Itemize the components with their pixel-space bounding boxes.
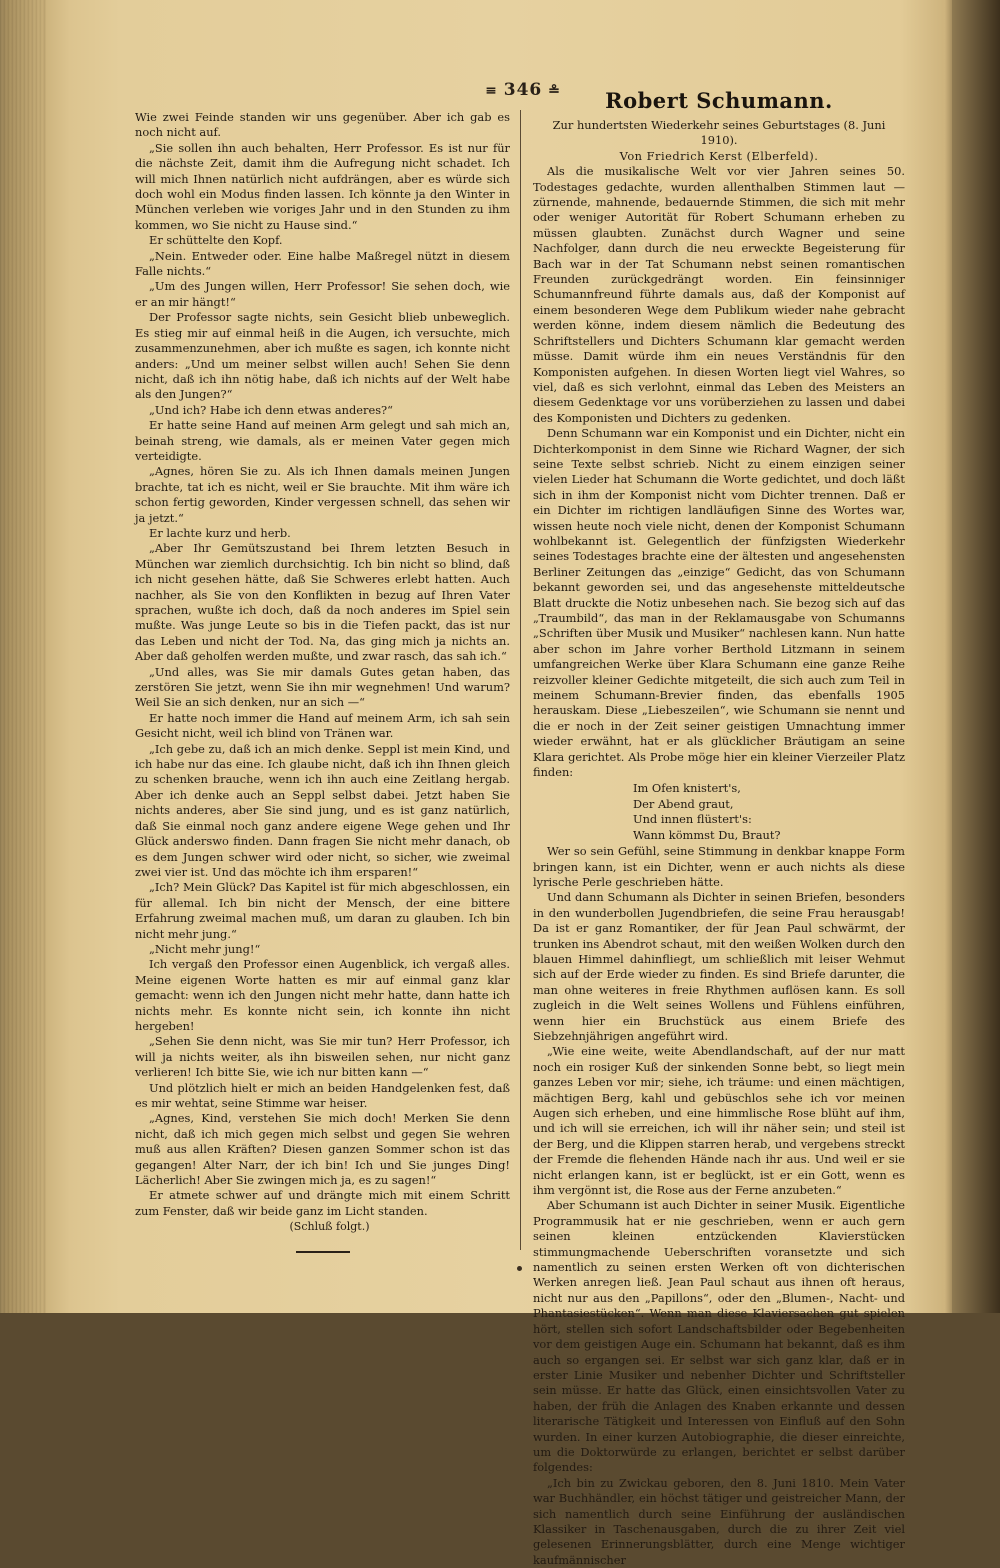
paragraph: „Um des Jungen willen, Herr Professor! Sie sehen doch, wie er an mir hängt!“ bbox=[135, 279, 510, 309]
column-divider bbox=[520, 110, 521, 1250]
continued-note: (Schluß folgt.) bbox=[289, 1220, 370, 1234]
poem-line: Im Ofen knistert's, bbox=[633, 781, 741, 796]
paragraph: „Ich gebe zu, daß ich an mich denke. Seppl ist mein Kind, und ich habe nur das eine. Ich glaube nicht, daß ich ihn Ihnen gleich zu schenken brauche, wenn ich ihn auch eine Zeitlang hergab. Aber ich denke auch an Seppl selbst dabei. Jetzt haben Sie nichts anderes, aber Sie sind jung, und es ist ganz natürlich, daß Sie einmal noch ganz andere eigene Wege gehen und Ihr Glück anderswo finden. Dann fragen Sie nicht mehr danach, ob es dem Jungen schwer wird oder nicht, so sicher, wie zweimal zwei vier ist. Und das möchte ich ihm ersparen!“ bbox=[135, 741, 510, 879]
paragraph: Aber Schumann ist auch Dichter in seiner Musik. Eigentliche Programmusik hat er nie geschrieben, wenn er auch gern seinen kleinen entzückenden Klavierstücken stimmungmachende Ueberschriften voransetzte und sich namentlich zu seinen ersten Werken oft von dichterischen Werken anregen ließ. Jean Paul schaut aus ihnen oft heraus, nicht nur aus den „Papillons“, oder den „Blumen-, Nacht- und Phantasiestücken“. Wenn man diese Klaviersachen gut spielen hört, stellen sich sofort Landschaftsbilder oder Begebenheiten vor dem geistigen Auge ein. Schumann hat bekannt, daß es ihm auch so ergangen sei. Er selbst war sich ganz klar, daß er in erster Linie Musiker und nebenher Dichter und Schriftsteller sein müsse. Er hatte das Glück, einen einsichtsvollen Vater zu haben, der früh die Anlagen des Knaben erkannte und dessen literarische Tätigkeit und Interessen von Einfluß auf den Sohn wurden. In einer kurzen Autobiographie, die dieser einreichte, um die Doktorwürde zu erlangen, berichtet er selbst darüber folgendes: bbox=[533, 1198, 905, 1475]
article-title: Robert Schumann. bbox=[605, 88, 833, 113]
paragraph: Er hatte seine Hand auf meinen Arm gelegt und sah mich an, beinah streng, wie damals, als er meinen Vater gegen mich verteidigte. bbox=[135, 418, 510, 463]
page-dot bbox=[517, 1266, 522, 1271]
book-page-edges bbox=[0, 0, 46, 1313]
paragraph: „Agnes, hören Sie zu. Als ich Ihnen damals meinen Jungen brachte, tat ich es nicht, weil er Sie brauchte. Mit ihm wäre ich schon fertig geworden, Kinder vergessen schnell, das sehen wir ja jetzt.“ bbox=[135, 464, 510, 525]
paragraph: Er lachte kurz und herb. bbox=[149, 525, 291, 540]
ornament-right-icon: ≗ bbox=[542, 83, 561, 99]
paragraph: „Und alles, was Sie mir damals Gutes getan haben, das zerstören Sie jetzt, wenn Sie ihn mir wegnehmen! Und warum? Weil Sie an sich denken, nur an sich —“ bbox=[135, 664, 510, 710]
paragraph: „Sie sollen ihn auch behalten, Herr Professor. Es ist nur für die nächste Zeit, damit ihm die Aufregung nicht schadet. Ich will mich Ihnen natürlich nicht aufdrängen, aber es würde sich doch wohl ein Modus finden lassen. Ich könnte ja den Winter in München verleben wie voriges Jahr und in den Stunden zu ihm kommen, wo Sie nicht zu Hause sind.“ bbox=[135, 140, 510, 232]
paragraph: „Und ich? Habe ich denn etwas anderes?“ bbox=[149, 402, 393, 417]
paragraph: „Nicht mehr jung!“ bbox=[149, 941, 261, 956]
paragraph: Wie zwei Feinde standen wir uns gegenüber. Aber ich gab es noch nicht auf. bbox=[135, 110, 510, 140]
article-byline: Von Friedrich Kerst (Elberfeld). bbox=[619, 148, 819, 163]
paragraph: Und plötzlich hielt er mich an beiden Handgelenken fest, daß es mir wehtat, seine Stimme war heiser. bbox=[135, 1080, 510, 1110]
end-rule bbox=[296, 1251, 350, 1253]
ornament-left-icon: ≡ bbox=[485, 83, 504, 99]
poem-line: Der Abend graut, bbox=[633, 796, 734, 811]
paragraph: „Ich? Mein Glück? Das Kapitel ist für mich abgeschlossen, ein für allemal. Ich bin nicht der Mensch, der eine bittere Erfahrung zweimal machen muß, um daran zu glauben. Ich bin nicht mehr jung.“ bbox=[135, 880, 510, 941]
paragraph: Er hatte noch immer die Hand auf meinem Arm, ich sah sein Gesicht nicht, weil ich blind von Tränen war. bbox=[135, 710, 510, 741]
paragraph: Ich vergaß den Professor einen Augenblick, ich vergaß alles. Meine eigenen Worte hatten es mir auf einmal ganz klar gemacht: wenn ich den Jungen nicht mehr hatte, dann hatte ich nichts mehr. Es konnte nicht sein, ich konnte ihn nicht hergeben! bbox=[135, 957, 510, 1033]
page-number-text: 346 bbox=[503, 80, 543, 100]
paragraph: „Nein. Entweder oder. Eine halbe Maßregel nützt in diesem Falle nichts.“ bbox=[135, 248, 510, 279]
article-subtitle: Zur hundertsten Wiederkehr seines Geburtstages (8. Juni 1910). bbox=[552, 118, 886, 148]
paragraph: Und dann Schumann als Dichter in seinen Briefen, besonders in den wunderbollen Jugendbriefen, die seine Frau herausgab! Da ist er ganz Romantiker, der für Jean Paul schwärmt, der trunken ins Abendrot schaut, mit den weißen Wolken durch den blauen Himmel dahinfliegt, um schließlich mit leiser Wehmut sich auf der Erde wieder zu finden. Es sind Briefe darunter, die man ohne weiteres in freie Rhythmen auflösen kann. Es soll zugleich in die Welt seines Wollens und Fühlens einführen, wenn hier ein Bruchstück aus einem Briefe des Siebzehnjährigen angeführt wird. bbox=[533, 890, 905, 1043]
poem-line: Und innen flüstert's: bbox=[633, 812, 752, 827]
paragraph: „Agnes, Kind, verstehen Sie mich doch! Merken Sie denn nicht, daß ich mich gegen mich selbst und gegen Sie wehren muß aus allen Kräften? Diesen ganzen Sommer schon ist das gegangen! Alter Narr, der ich bin! Ich und Sie junges Ding! Lächerlich! Aber Sie zwingen mich ja, es zu sagen!“ bbox=[135, 1111, 510, 1188]
paragraph: Er schüttelte den Kopf. bbox=[149, 233, 283, 248]
poem bbox=[633, 781, 905, 843]
paragraph: Der Professor sagte nichts, sein Gesicht blieb unbeweglich. Es stieg mir auf einmal heiß in die Augen, ich versuchte, mich zusammenzunehmen, aber ich mußte es sagen, ich konnte nicht anders: „Und um meiner selbst willen auch! Sehen Sie denn nicht, daß ich ihn nötig habe, daß ich nichts auf der Welt habe als den Jungen?“ bbox=[135, 310, 510, 402]
paragraph: Als die musikalische Welt vor vier Jahren seines 50. Todestages gedachte, wurden allenthalben Stimmen laut — zürnende, mahnende, bedauernde Stimmen, die sich mit mehr oder weniger Autorität für Robert Schumann erheben zu müssen glaubten. Zunächst durch Wagner und seine Nachfolger, dann durch die neu erweckte Begeisterung für Bach war in der Tat Schumann nebst seinen romantischen Freunden zurückgedrängt worden. Ein feinsinniger Schumannfreund führte damals aus, daß der Komponist auf einem besonderen Wege dem Publikum wieder nahe gebracht werden könne, indem diesem nämlich die Bedeutung des Schriftstellers und Dichters Schumann klar gemacht werden müsse. Damit würde ihm ein neues Verständnis für den Komponisten aufgehen. In diesen Worten liegt viel Wahres, so viel, daß es sich verlohnt, einmal das Leben des Meisters an diesem Gedenktage vor uns vorüberziehen zu lassen und dabei des Komponisten und Dichters zu gedenken. bbox=[533, 164, 905, 425]
paragraph: „Wie eine weite, weite Abendlandschaft, auf der nur matt noch ein rosiger Kuß der sinkenden Sonne bebt, so liegt mein ganzes Leben vor mir; siehe, ich träume: und einen mächtigen, mächtigen Berg, kahl und gebüschlos sehe ich vor meinen Augen sich erheben, und eine himmlische Rose blüht auf ihm, und ich will sie erreichen, ich will ihr näher sein; und steil ist der Berg, und die Klippen starren herab, und vergebens streckt der Fremde die flehenden Hände nach ihr aus. Und weil er sie nicht erlangen kann, ist er beglückt, ist er ein Gott, wenn es ihm vergönnt ist, die Rose aus der Ferne anzubeten.“ bbox=[533, 1044, 905, 1198]
paragraph: Er atmete schwer auf und drängte mich mit einem Schritt zum Fenster, daß wir beide ganz im Licht standen. bbox=[135, 1188, 510, 1218]
right-column bbox=[533, 118, 905, 1568]
paragraph: Wer so sein Gefühl, seine Stimmung in denkbar knappe Form bringen kann, ist ein Dichter, wenn er auch nichts als diese lyrische Perle geschrieben hätte. bbox=[533, 844, 905, 889]
paragraph: Denn Schumann war ein Komponist und ein Dichter, nicht ein Dichterkomponist in dem Sinne wie Richard Wagner, der sich seine Texte selbst schrieb. Nicht zu einem einzigen seiner vielen Lieder hat Schumann die Worte gedichtet, und doch läßt sich in ihm der Komponist nicht vom Dichter trennen. Daß er ein Dichter im richtigen landläufigen Sinne des Wortes war, wissen heute noch viele nicht, denen der Komponist Schumann wohlbekannt ist. Gelegentlich der fünfzigsten Wiederkehr seines Todestages brachte eine der ältesten und angesehensten Berliner Zeitungen das „einzige“ Gedicht, das von Schumann bekannt geworden sei, und das angesehenste mitteldeutsche Blatt druckte die Notiz unbesehen nach. Sie bezog sich auf das „Traumbild“, das man in der Reklamausgabe von Schumanns „Schriften über Musik und Musiker“ nachlesen kann. Nun hatte aber schon im Jahre vorher Berthold Litzmann in seinem umfangreichen Werke über Klara Schumann eine ganze Reihe reizvoller kleiner Gedichte mitgeteilt, die sich auch zum Teil in meinem Schumann-Brevier finden, das ebenfalls 1905 herauskam. Diese „Liebeszeilen“, wie Schumann sie nennt und die er noch in der Zeit seiner geistigen Umnachtung immer wieder erwähnt, hat er als glücklicher Bräutigam an seine Klara gerichtet. Als Probe möge hier ein kleiner Vierzeiler Platz finden: bbox=[533, 426, 905, 780]
left-column bbox=[135, 110, 510, 1253]
poem-line: Wann kömmst Du, Braut? bbox=[633, 827, 781, 842]
paragraph: „Ich bin zu Zwickau geboren, den 8. Juni 1810. Mein Vater war Buchhändler, ein höchst tätiger und geistreicher Mann, der sich namentlich durch seine Einführung der ausländischen Klassiker in Taschenausgaben, durch die zu ihrer Zeit viel gelesenen Erinnerungsblätter, durch eine Menge wichtiger kaufmännischer bbox=[533, 1475, 905, 1567]
paragraph: „Aber Ihr Gemütszustand bei Ihrem letzten Besuch in München war ziemlich durchsichtig. Ich bin nicht so blind, daß ich nicht gesehen hätte, daß Sie Schweres erlebt hatten. Auch nachher, als Sie von den Konflikten in bezug auf Ihren Vater sprachen, wußte ich doch, daß da noch anderes im Spiel sein mußte. Was junge Leute so bis in die Tiefen packt, das ist nur das Leben und nicht der Tod. Na, das ging mich ja nichts an. Aber daß geholfen werden mußte, und zwar rasch, das sah ich.“ bbox=[135, 541, 510, 664]
facing-page-strip bbox=[952, 0, 1000, 1313]
paragraph: „Sehen Sie denn nicht, was Sie mir tun? Herr Professor, ich will ja nichts weiter, als ihn bisweilen sehen, nur nicht ganz verlieren! Ich bitte Sie, wie ich nur bitten kann —“ bbox=[135, 1034, 510, 1080]
